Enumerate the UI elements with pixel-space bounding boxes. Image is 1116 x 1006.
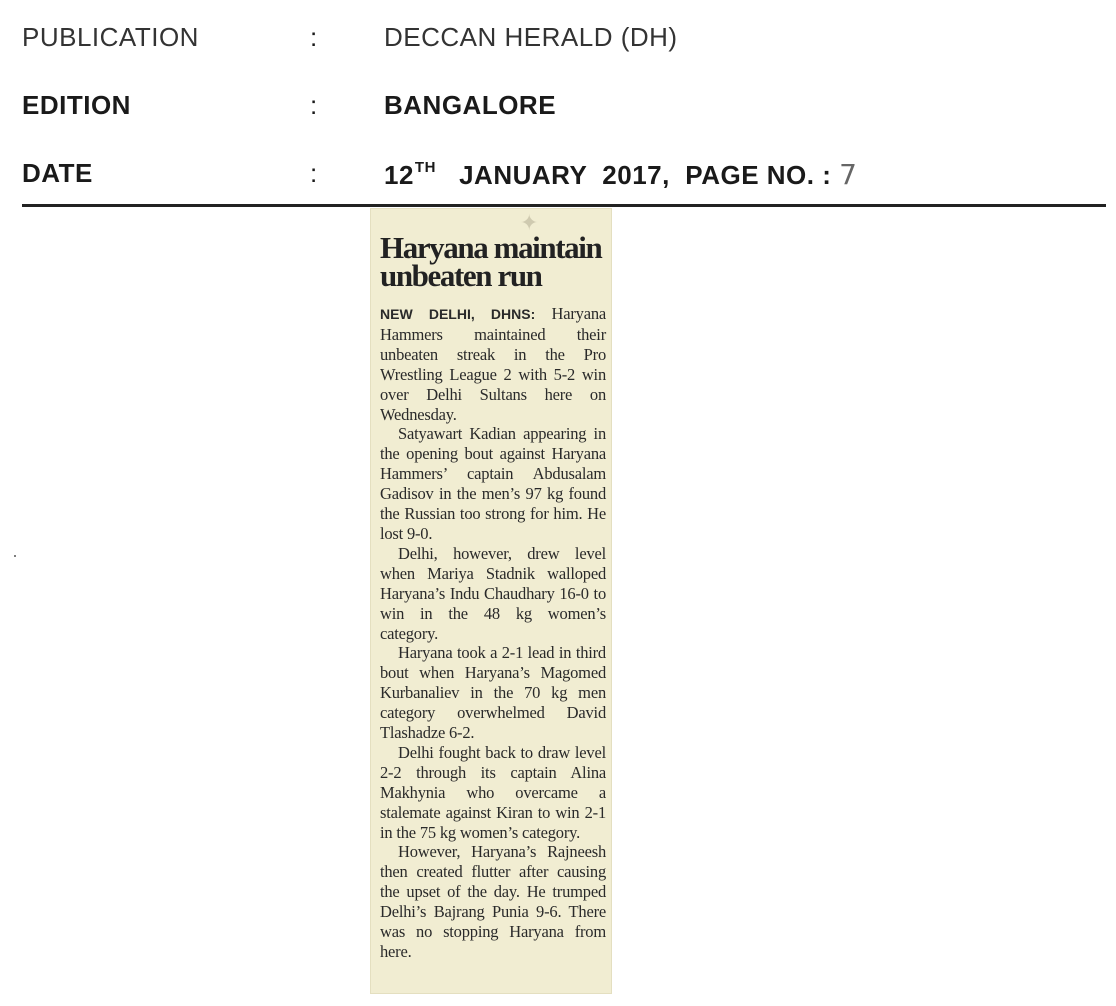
date-value <box>384 158 857 191</box>
header-divider <box>22 204 1106 207</box>
page-number-handwritten: 7 <box>839 158 858 191</box>
date-suffix: TH <box>414 159 436 176</box>
headline-line-1: Haryana maintain <box>380 230 602 265</box>
article-body <box>380 304 606 962</box>
article-paragraph-5: Delhi fought back to draw level 2-2 through its captain Alina Makhynia who overcame a stalemate against Kiran to win 2-1 in the 75 kg women’s category. <box>380 742 606 842</box>
bleed-through-texture: ✦ <box>520 210 539 235</box>
date-label: DATE <box>22 158 93 188</box>
edition-colon: : <box>310 90 318 120</box>
article-paragraph-4: Haryana took a 2-1 lead in third bout when Haryana’s Magomed Kurbanaliev in the 70 kg men category overwhelmed David Tlashadze 6-2. <box>380 643 606 743</box>
article-paragraph-2: Satyawart Kadian appearing in the opening bout against Haryana Hammers’ captain Abdusalam Gadisov in the men’s 97 kg found the Russian too strong for him. He lost 9-0. <box>380 424 606 543</box>
date-day: 12 <box>384 160 414 190</box>
edition-label: EDITION <box>22 90 131 120</box>
edition-value: BANGALORE <box>384 90 557 120</box>
clipping-content <box>380 230 606 962</box>
publication-row <box>22 22 1102 62</box>
date-row <box>22 158 1102 198</box>
publication-value: DECCAN HERALD (DH) <box>384 22 678 52</box>
date-rest: JANUARY 2017, PAGE NO. : <box>459 160 832 190</box>
date-colon: : <box>310 158 318 188</box>
publication-label: PUBLICATION <box>22 22 199 52</box>
scan-speck <box>14 555 16 557</box>
article-dateline: NEW DELHI, DHNS: <box>380 306 536 322</box>
article-paragraph-1: NEW DELHI, DHNS: Haryana Hammers maintained their unbeaten streak in the Pro Wrestling League 2 with 5-2 win over Delhi Sultans here on Wednesday. <box>380 304 606 424</box>
publication-colon: : <box>310 22 318 52</box>
article-paragraph-6: However, Haryana’s Rajneesh then created flutter after causing the upset of the day. He trumped Delhi’s Bajrang Punia 9-6. There was no stopping Haryana from here. <box>380 842 606 961</box>
newspaper-clipping <box>370 208 612 994</box>
edition-row <box>22 90 1102 130</box>
article-paragraph-3: Delhi, however, drew level when Mariya Stadnik walloped Haryana’s Indu Chaudhary 16-0 to win in the 48 kg women’s category. <box>380 543 606 643</box>
article-headline <box>380 230 606 293</box>
headline-line-2: unbeaten run <box>380 258 542 293</box>
